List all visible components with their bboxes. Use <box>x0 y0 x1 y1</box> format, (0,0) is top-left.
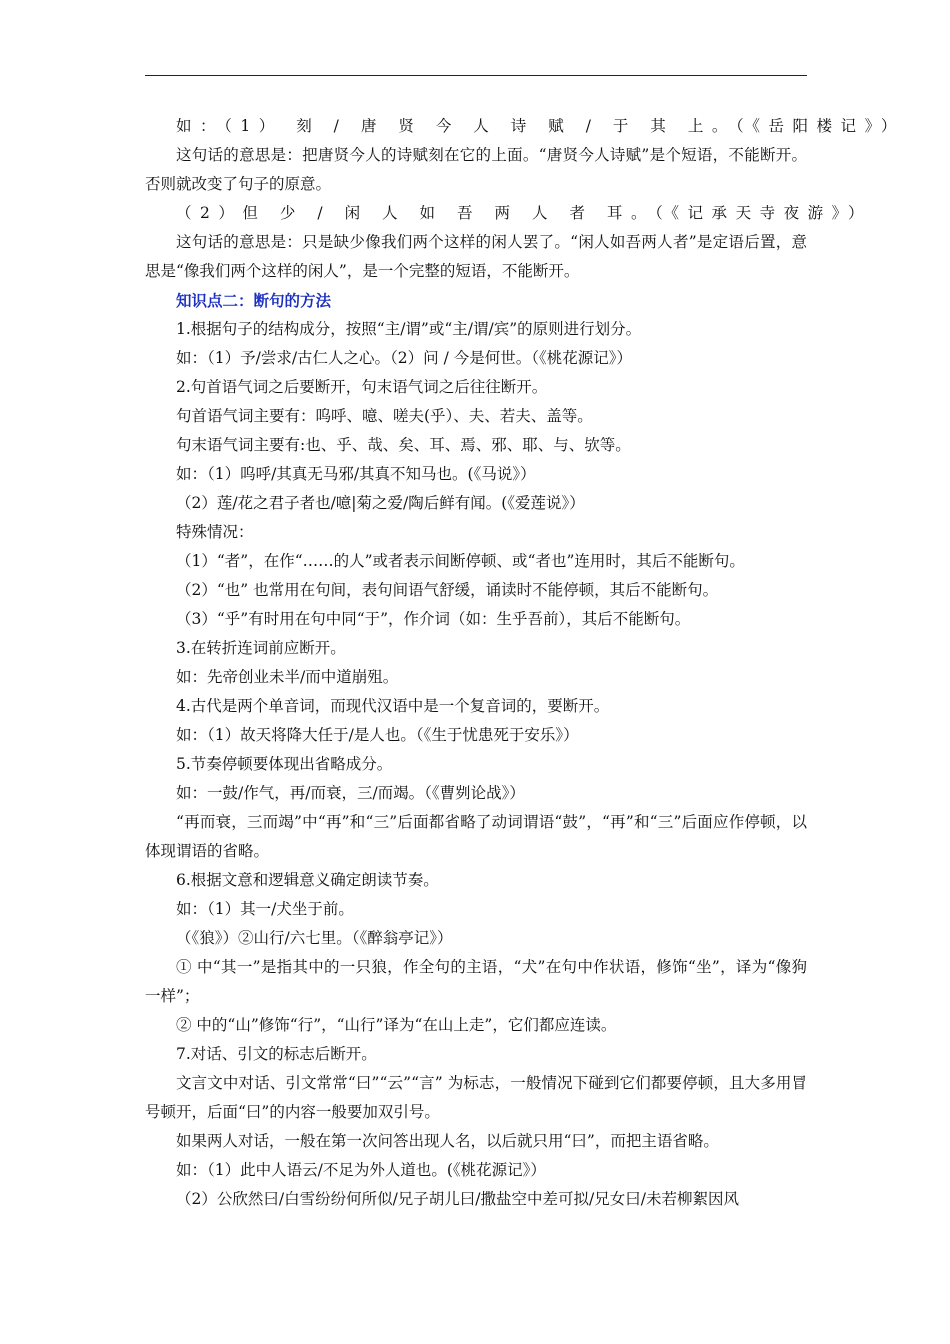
explanation-paragraph: ② 中的“山”修饰“行”，“山行”译为“在山上走”，它们都应连读。 <box>176 1016 617 1034</box>
text-line: 如果两人对话，一般在第一次问答出现人名，以后就只用“曰”，而把主语省略。 <box>176 1132 719 1150</box>
example-line: 如：（1）此中人语云/不足为外人道也。(《桃花源记》） <box>176 1161 546 1179</box>
text-line: 句首语气词主要有：呜呼、噫、嗟夫(乎）、夫、若夫、盖等。 <box>176 407 593 425</box>
example-line: （2）莲/花之君子者也/噫|菊之爱/陶后鲜有闻。(《爱莲说》） <box>176 494 585 512</box>
explanation-paragraph: 文言文中对话、引文常常“曰”“云”“言” 为标志，一般情况下碰到它们都要停顿，且大多用冒号顿开，后面“曰”的内容一般要加双引号。 <box>145 1074 807 1121</box>
header-rule <box>145 75 807 76</box>
example-line: （《狼》）②山行/六七里。（《醉翁亭记》） <box>176 929 453 947</box>
example-line: 如：（1） 刻 / 唐 贤 今 人 诗 赋 / 于 其 上。（《岳阳楼记》） <box>176 117 905 135</box>
explanation-paragraph: 这句话的意思是：把唐贤今人的诗赋刻在它的上面。“唐贤今人诗赋”是个短语，不能断开。否则就改变了句子的原意。 <box>145 146 807 193</box>
method-item: 4.古代是两个单音词，而现代汉语中是一个复音词的，要断开。 <box>176 697 610 715</box>
example-line: 如：一鼓/作气，再/而衰，三/而竭。（《曹刿论战》） <box>176 784 525 802</box>
example-line: （2）但 少 / 闲 人 如 吾 两 人 者 耳。（《记承天寺夜游》） <box>176 204 872 222</box>
method-item: 7.对话、引文的标志后断开。 <box>176 1045 377 1063</box>
text-line: 特殊情况： <box>176 523 254 541</box>
example-line: 如：（1）呜呼/其真无马邪/其真不知马也。(《马说》） <box>176 465 536 483</box>
explanation-paragraph: “再而衰，三而竭”中“再”和“三”后面都省略了动词谓语“鼓”，“再”和“三”后面应作停顿，以体现谓语的省略。 <box>145 813 807 860</box>
special-case: （2）“也” 也常用在句间，表句间语气舒缓，诵读时不能停顿，其后不能断句。 <box>176 581 719 599</box>
text-line: 句末语气词主要有:也、乎、哉、矣、耳、焉、邪、耶、与、欤等。 <box>176 436 631 454</box>
section-heading: 知识点二：断句的方法 <box>176 291 332 310</box>
document-body <box>145 112 905 1214</box>
special-case: （1）“者”，在作“……的人”或者表示间断停顿、或“者也”连用时，其后不能断句。 <box>176 552 745 570</box>
example-line: 如：（1）故天将降大任于/是人也。（《生于忧患死于安乐》） <box>176 726 579 744</box>
special-case: （3）“乎”有时用在句中同“于”，作介词（如：生乎吾前），其后不能断句。 <box>176 610 691 628</box>
method-item: 6.根据文意和逻辑意义确定朗读节奏。 <box>176 871 439 889</box>
explanation-paragraph: ① 中“其一”是指其中的一只狼，作全句的主语，“犬”在句中作状语，修饰“坐”，译为“像狗一样”； <box>145 958 807 1005</box>
explanation-paragraph: 这句话的意思是：只是缺少像我们两个这样的闲人罢了。“闲人如吾两人者”是定语后置，意思是“像我们两个这样的闲人”，是一个完整的短语，不能断开。 <box>145 233 807 280</box>
method-item: 1.根据句子的结构成分，按照“主/谓”或“主/谓/宾”的原则进行划分。 <box>176 320 642 338</box>
method-item: 2.句首语气词之后要断开，句末语气词之后往往断开。 <box>176 378 548 396</box>
example-line: （2）公欣然曰/白雪纷纷何所似/兄子胡儿曰/撒盐空中差可拟/兄女曰/未若柳絮因风 <box>176 1190 739 1208</box>
method-item: 3.在转折连词前应断开。 <box>176 639 346 657</box>
example-line: 如：先帝创业未半/而中道崩殂。 <box>176 668 399 686</box>
example-line: 如：（1）予/尝求/古仁人之心。（2）问 / 今是何世。（《桃花源记》） <box>176 349 632 367</box>
example-line: 如：（1）其一/犬坐于前。 <box>176 900 354 918</box>
method-item: 5.节奏停顿要体现出省略成分。 <box>176 755 393 773</box>
